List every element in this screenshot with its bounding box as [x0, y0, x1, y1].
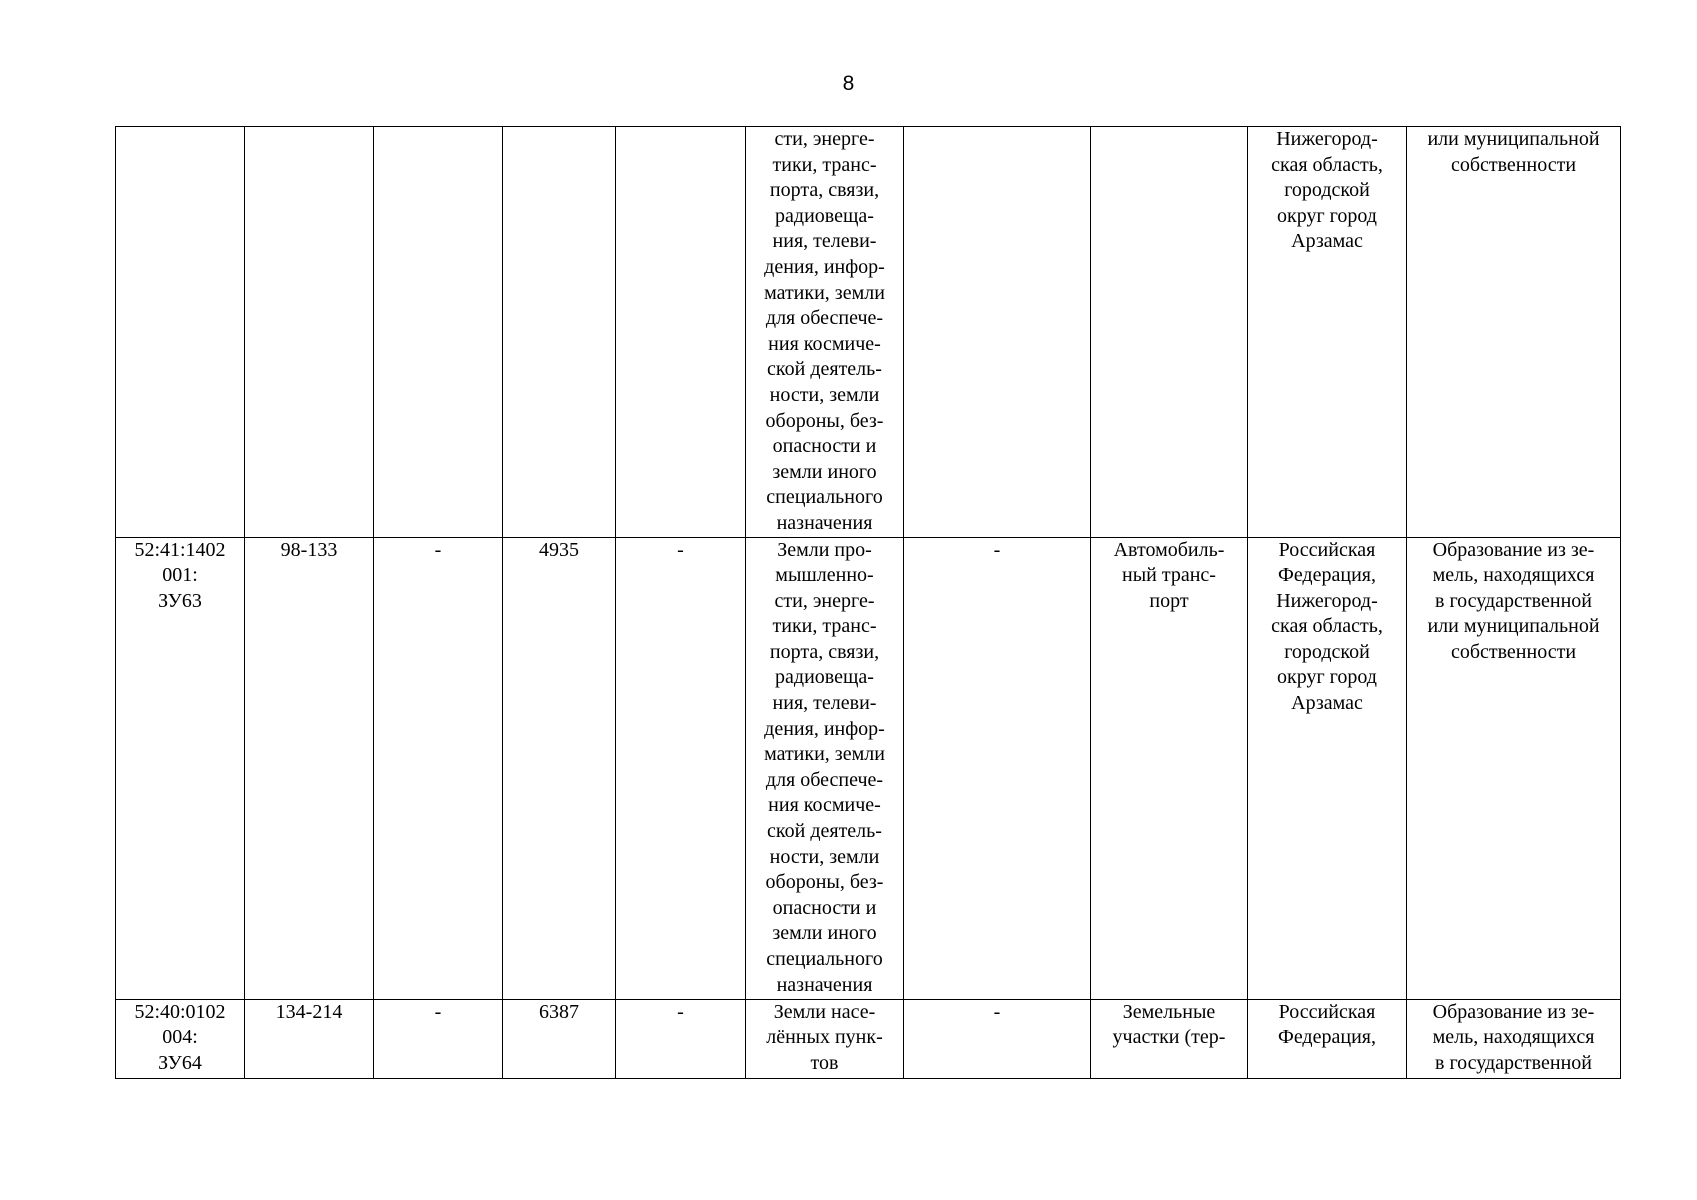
cell-text-line: порта, связи,	[769, 179, 880, 202]
cell-text-line: опасности и	[772, 896, 877, 919]
column-5-cell	[616, 999, 746, 1078]
cell-text-line: Арзамас	[1291, 692, 1363, 715]
cell-text-line: -	[993, 1000, 1001, 1023]
cell-text-line: округ город	[1277, 204, 1377, 227]
cell-text-line: порта, связи,	[769, 640, 880, 663]
cell-text-line: Федерация,	[1278, 564, 1376, 587]
location-cell	[1248, 999, 1407, 1078]
cadastral-number-cell	[116, 999, 245, 1078]
formation-method-cell	[1407, 537, 1621, 999]
cell-text-line: обороны, без-	[765, 409, 884, 432]
table-row	[116, 537, 1621, 999]
cell-text-line: обороны, без-	[765, 871, 884, 894]
cell-text-line: Нижегород-	[1276, 589, 1378, 612]
table-row	[116, 999, 1621, 1078]
cell-text-line: 001:	[162, 564, 198, 587]
cell-text-line: матики, земли	[764, 743, 885, 766]
cell-text-line: -	[677, 538, 684, 561]
cell-text-line: в государственной	[1435, 1051, 1592, 1074]
cell-text-line: сти, энерге-	[774, 589, 875, 612]
cell-text-line: 4935	[539, 538, 579, 561]
cell-text-line: Российская	[1278, 538, 1376, 561]
cell-text-line: ская область,	[1271, 153, 1383, 176]
cell-text-line: Образование из зе-	[1432, 1000, 1595, 1023]
cell-text-line: ская область,	[1271, 615, 1383, 638]
location-cell	[1248, 127, 1407, 538]
cell-text-line: матики, земли	[764, 281, 885, 304]
cell-text-line: или муниципальной	[1427, 615, 1600, 638]
permitted-use-cell	[1091, 127, 1248, 538]
cell-text-line: городской	[1284, 179, 1370, 202]
cell-text-line: дения, инфор-	[764, 255, 885, 278]
cell-text-line: ности, земли	[769, 845, 880, 868]
cell-text-line: ния космиче-	[768, 332, 881, 355]
cell-text-line: радиовеща-	[775, 204, 874, 227]
cell-text-line: в государственной	[1435, 589, 1592, 612]
cell-text-line: 6387	[539, 1000, 579, 1023]
cell-text-line: ности, земли	[769, 383, 880, 406]
cell-text-line: ской деятель-	[767, 358, 882, 381]
cadastral-number-cell	[116, 537, 245, 999]
area-cell	[503, 537, 616, 999]
area-cell	[503, 999, 616, 1078]
boundary-points-cell	[245, 127, 374, 538]
land-category-cell	[746, 127, 904, 538]
cell-text-line: радиовеща-	[775, 666, 874, 689]
cell-text-line: собственности	[1450, 153, 1577, 176]
cell-text-line: 134-214	[275, 1000, 343, 1023]
cell-text-line: Российская	[1278, 1000, 1376, 1023]
cell-text-line: для обеспече-	[765, 768, 884, 791]
cell-text-line: назначения	[776, 973, 873, 996]
cell-text-line: -	[677, 1000, 684, 1023]
cell-text-line: Земли насе-	[773, 1000, 876, 1023]
cell-text-line: 52:41:1402	[134, 538, 226, 561]
cell-text-line: тики, транс-	[772, 153, 877, 176]
location-cell	[1248, 537, 1407, 999]
cell-text-line: земли иного	[772, 460, 877, 483]
table-row	[116, 127, 1621, 538]
column-3-cell	[374, 127, 503, 538]
cell-text-line: 98-133	[280, 538, 338, 561]
cell-text-line: Нижегород-	[1276, 128, 1378, 150]
cell-text-line: ЗУ64	[158, 1051, 202, 1074]
column-3-cell	[374, 999, 503, 1078]
column-5-cell	[616, 537, 746, 999]
column-7-cell	[904, 537, 1091, 999]
cell-text-line: ЗУ63	[158, 589, 202, 612]
permitted-use-cell	[1091, 999, 1248, 1078]
cell-text-line: Автомобиль-	[1113, 538, 1225, 561]
cell-text-line: мышленно-	[775, 564, 874, 587]
land-category-cell	[746, 999, 904, 1078]
cell-text-line: Земельные	[1122, 1000, 1216, 1023]
cell-text-line: -	[434, 538, 442, 561]
cell-text-line: сти, энерге-	[774, 128, 875, 150]
cell-text-line: тов	[810, 1051, 839, 1074]
cell-text-line: округ город	[1277, 666, 1377, 689]
cadastral-number-cell	[116, 127, 245, 538]
cell-text-line: или муниципальной	[1427, 128, 1600, 150]
cell-text-line: -	[434, 1000, 442, 1023]
boundary-points-cell	[245, 999, 374, 1078]
cell-text-line: -	[993, 538, 1001, 561]
cell-text-line: дения, инфор-	[764, 717, 885, 740]
cell-text-line: Федерация,	[1278, 1026, 1376, 1049]
cell-text-line: тики, транс-	[772, 615, 877, 638]
cell-text-line: Земли про-	[777, 538, 872, 561]
cell-text-line: опасности и	[772, 435, 877, 458]
cell-text-line: участки (тер-	[1112, 1026, 1226, 1049]
cell-text-line: специального	[766, 486, 883, 509]
formation-method-cell	[1407, 999, 1621, 1078]
cell-text-line: ния, телеви-	[772, 692, 877, 715]
permitted-use-cell	[1091, 537, 1248, 999]
cell-text-line: Арзамас	[1291, 230, 1363, 253]
formation-method-cell	[1407, 127, 1621, 538]
land-plots-table	[115, 126, 1621, 1079]
column-3-cell	[374, 537, 503, 999]
cell-text-line: порт	[1149, 589, 1189, 612]
cell-text-line: мель, находящихся	[1432, 564, 1595, 587]
page-number: 8	[842, 72, 855, 95]
cell-text-line: 004:	[162, 1026, 198, 1049]
cell-text-line: ния, телеви-	[772, 230, 877, 253]
cell-text-line: для обеспече-	[765, 307, 884, 330]
land-category-cell	[746, 537, 904, 999]
column-5-cell	[616, 127, 746, 538]
cell-text-line: лённых пунк-	[766, 1026, 883, 1049]
cell-text-line: специального	[766, 948, 883, 970]
column-7-cell	[904, 999, 1091, 1078]
cell-text-line: ный транс-	[1122, 564, 1216, 587]
cell-text-line: городской	[1284, 640, 1370, 663]
cell-text-line: назначения	[776, 511, 873, 534]
cell-text-line: Образование из зе-	[1432, 538, 1595, 561]
cell-text-line: земли иного	[772, 922, 877, 945]
area-cell	[503, 127, 616, 538]
cell-text-line: ния космиче-	[768, 794, 881, 817]
cell-text-line: 52:40:0102	[134, 1000, 226, 1023]
cell-text-line: ской деятель-	[767, 820, 882, 843]
boundary-points-cell	[245, 537, 374, 999]
cell-text-line: мель, находящихся	[1432, 1026, 1595, 1049]
column-7-cell	[904, 127, 1091, 538]
cell-text-line: собственности	[1450, 640, 1577, 663]
